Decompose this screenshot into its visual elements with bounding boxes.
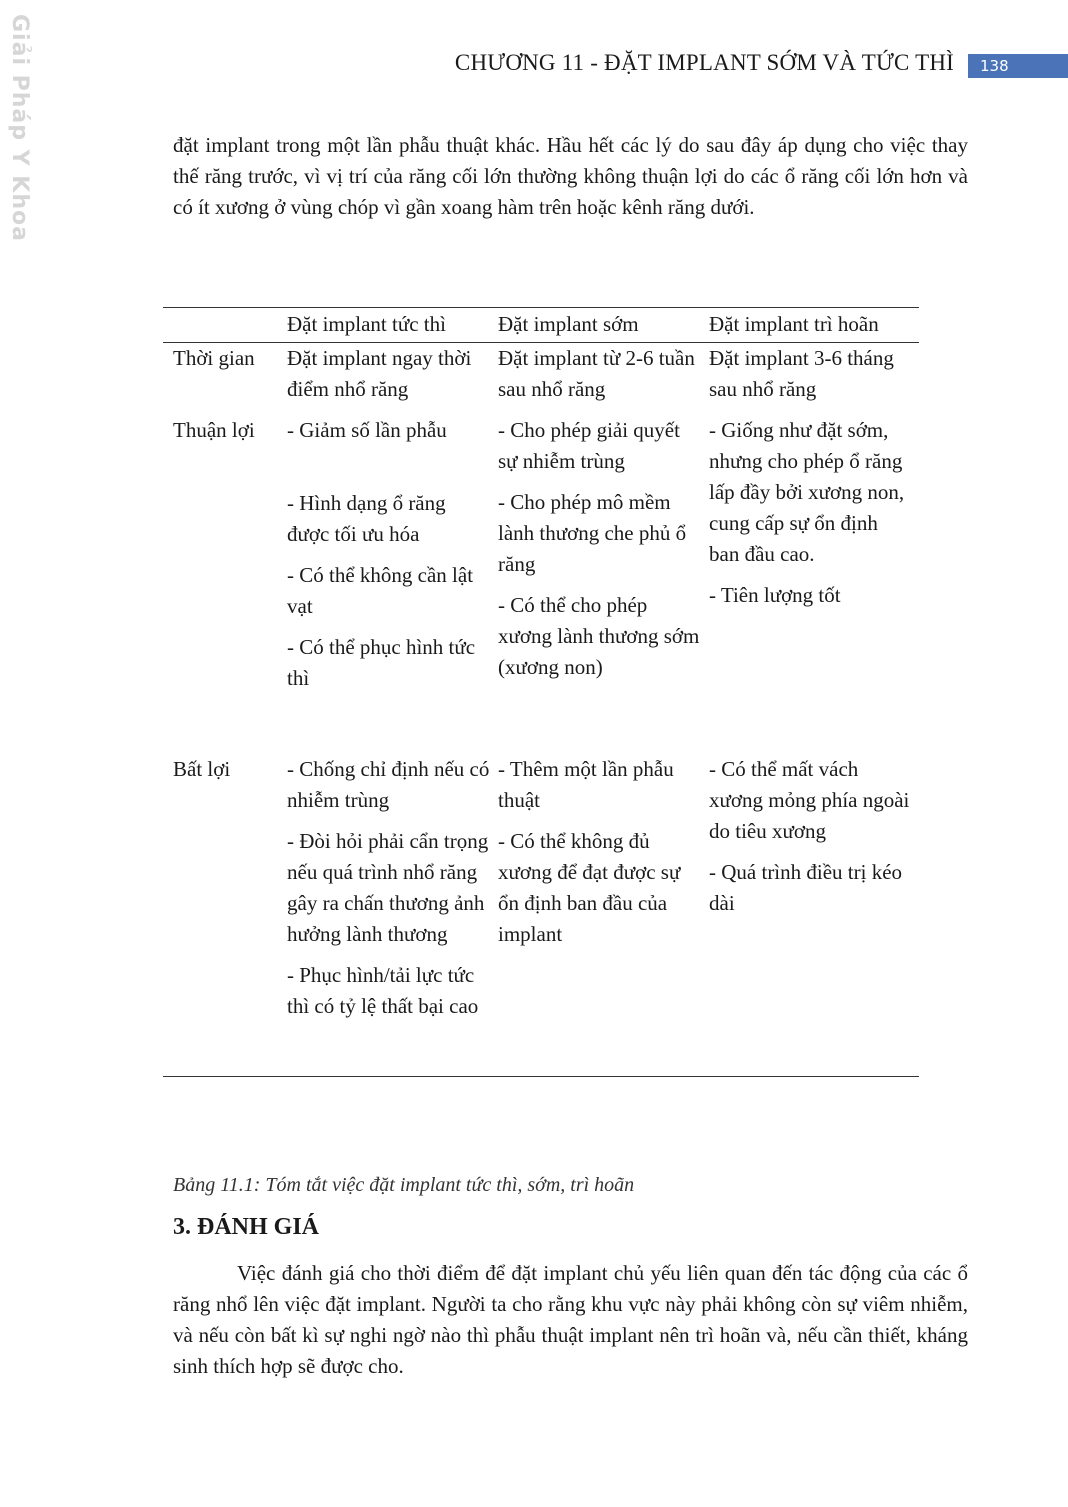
page-number-badge: 138 [968,54,1068,78]
cell-text: - Có thể mất vách xương mỏng phía ngoài do tiêu xương [709,757,910,843]
cell-text: - Giống như đặt sớm, nhưng cho phép ổ răng lấp đầy bởi xương non, cung cấp sự ổn định ban đầu cao. [709,418,905,566]
summary-table [163,307,919,1077]
table-row [163,343,919,406]
cell-text: - Giảm số lần phẫu [287,418,447,442]
row-label: Thời gian [173,346,255,370]
table-cell [709,405,919,754]
chapter-title: CHƯƠNG 11 - ĐẶT IMPLANT SỚM VÀ TỨC THÌ [454,50,954,75]
table-cell [287,405,498,754]
cell-text: Đặt implant 3-6 tháng sau nhổ răng [709,346,894,401]
cell-text: - Chống chỉ định nếu có nhiễm trùng [287,757,490,812]
intro-paragraph: đặt implant trong một lần phẫu thuật khác. Hầu hết các lý do sau đây áp dụng cho việc thay thế răng trước, vì vị trí của răng cối lớn thường không thuận lợi do các ổ răng cối lớn hơn và có ít xương ở vùng chóp vì gần xoang hàm trên hoặc kênh răng dưới. [173,133,968,219]
table-cell [498,405,709,754]
cell-text: - Thêm một lần phẫu thuật [498,757,674,812]
table-cell [498,343,709,406]
cell-text: - Quá trình điều trị kéo dài [709,860,903,915]
section-heading: 3. ĐÁNH GIÁ [173,1214,320,1240]
table-caption: Bảng 11.1: Tóm tắt việc đặt implant tức thì, sớm, trì hoãn [173,1174,635,1196]
cell-text: Đặt implant từ 2-6 tuần sau nhổ răng [498,346,695,401]
section-paragraph: Việc đánh giá cho thời điểm để đặt implant chủ yếu liên quan đến tác động của các ổ răng nhổ lên việc đặt implant. Người ta cho rằng khu vực này phải không còn sự viêm nhiễm, và nếu còn bất kì sự nghi ngờ nào thì phẫu thuật implant nên trì hoãn và, nếu cần thiết, kháng sinh thích hợp sẽ được cho. [173,1261,968,1378]
column-header: Đặt implant sớm [498,312,639,336]
table-cell [498,754,709,1077]
table-cell [709,754,919,1077]
cell-text: Đặt implant ngay thời điểm nhổ răng [287,346,472,401]
cell-text: - Đòi hỏi phải cẩn trọng nếu quá trình nhổ răng gây ra chấn thương ảnh hưởng lành thương [287,829,489,946]
cell-text: - Hình dạng ổ răng được tối ưu hóa [287,491,446,546]
row-label: Bất lợi [173,757,231,781]
table-cell [287,754,498,1077]
cell-text: - Có thể không đủ xương để đạt được sự ổn định ban đầu của implant [498,829,681,946]
column-header: Đặt implant tức thì [287,312,446,336]
cell-text: - Cho phép giải quyết sự nhiễm trùng [498,418,680,473]
table-cell [287,343,498,406]
table-row [163,405,919,754]
table-row [163,754,919,1077]
row-label: Thuận lợi [173,418,255,442]
column-header [163,308,287,343]
table-header-row [163,308,919,343]
cell-text: - Có thể phục hình tức thì [287,635,476,690]
column-header: Đặt implant trì hoãn [709,312,879,336]
cell-text: - Tiên lượng tốt [709,583,841,607]
table-cell [709,343,919,406]
cell-text: - Có thể không cần lật vạt [287,563,474,618]
cell-text: - Cho phép mô mềm lành thương che phủ ổ răng [498,490,687,576]
watermark: Giải Pháp Y Khoa [7,14,32,242]
cell-text: - Có thể cho phép xương lành thương sớm (xương non) [498,593,700,679]
cell-text: - Phục hình/tải lực tức thì có tỷ lệ thất bại cao [287,963,479,1018]
